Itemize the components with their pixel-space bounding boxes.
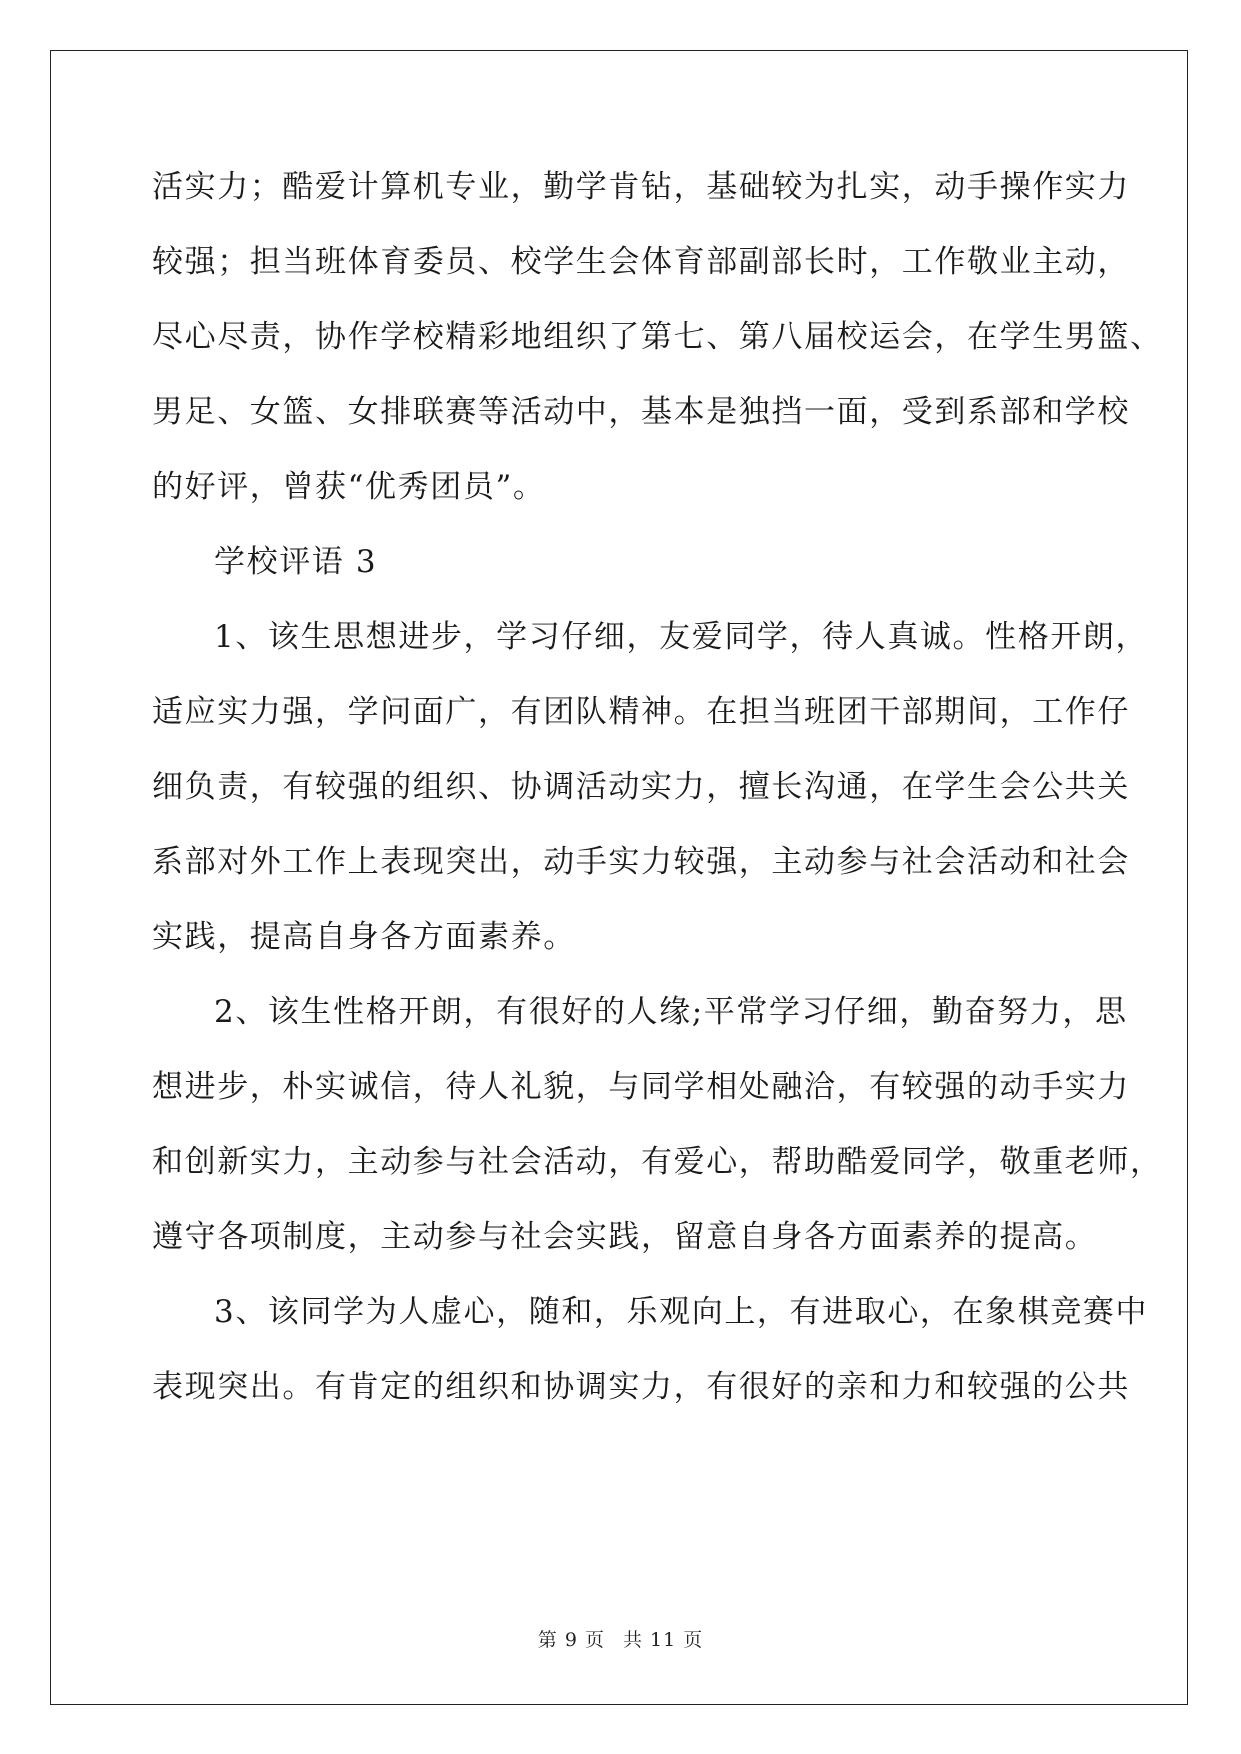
- text-line: 实践，提高自身各方面素养。: [152, 919, 576, 955]
- page-footer: [0, 1625, 1241, 1652]
- text-line: 男足、女篮、女排联赛等活动中，基本是独挡一面，受到系部和学校: [152, 394, 1130, 430]
- page-total: 共 11 页: [622, 1629, 704, 1651]
- paragraph-continued: [152, 150, 1163, 525]
- document-body: [152, 150, 1163, 1425]
- text-line: 系部对外工作上表现突出，动手实力较强，主动参与社会活动和社会: [152, 844, 1130, 880]
- text-line: 2、该生性格开朗，有很好的人缘;平常学习仔细，勤奋努力，思: [214, 994, 1128, 1030]
- comment-item-1: [152, 600, 1149, 975]
- text-line: 1、该生思想进步，学习仔细，友爱同学，待人真诚。性格开朗，: [214, 619, 1149, 655]
- text-line: 活实力；酷爱计算机专业，勤学肯钻，基础较为扎实，动手操作实力: [152, 169, 1130, 205]
- text-line: 较强；担当班体育委员、校学生会体育部副部长时，工作敬业主动，: [152, 244, 1130, 280]
- text-line: 尽心尽责，协作学校精彩地组织了第七、第八届校运会，在学生男篮、: [152, 319, 1163, 355]
- text-line: 3、该同学为人虚心，随和，乐观向上，有进取心，在象棋竞赛中: [214, 1294, 1149, 1330]
- section-heading: 学校评语 3: [214, 544, 378, 580]
- text-line: 的好评，曾获“优秀团员”。: [152, 469, 546, 505]
- text-line: 适应实力强，学问面广，有团队精神。在担当班团干部期间，工作仔: [152, 694, 1130, 730]
- page-number: 第 9 页: [537, 1629, 605, 1651]
- text-line: 和创新实力，主动参与社会活动，有爱心，帮助酷爱同学，敬重老师，: [152, 1144, 1163, 1180]
- comment-item-2: [152, 975, 1163, 1275]
- text-line: 遵守各项制度，主动参与社会实践，留意自身各方面素养的提高。: [152, 1219, 1098, 1255]
- text-line: 想进步，朴实诚信，待人礼貌，与同学相处融洽，有较强的动手实力: [152, 1069, 1130, 1105]
- text-line: 细负责，有较强的组织、协调活动实力，擅长沟通，在学生会公共关: [152, 769, 1130, 805]
- text-line: 表现突出。有肯定的组织和协调实力，有很好的亲和力和较强的公共: [152, 1369, 1130, 1405]
- comment-item-3: [152, 1275, 1149, 1425]
